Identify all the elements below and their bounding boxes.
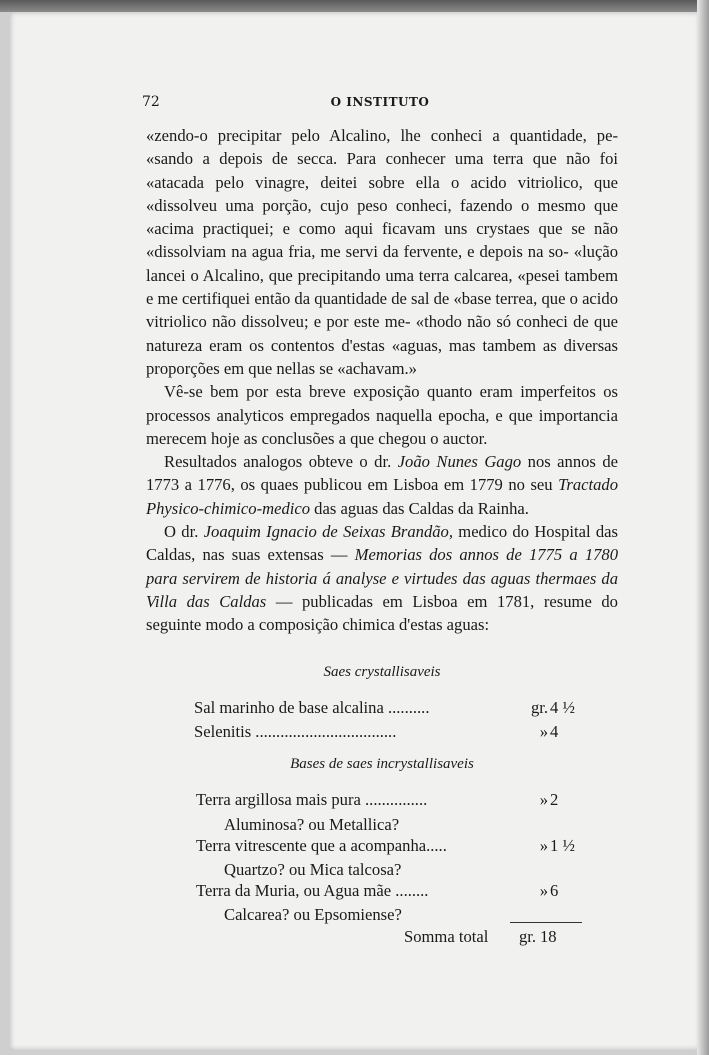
total-unit: gr. — [518, 927, 536, 946]
page-number: 72 — [142, 94, 160, 110]
paragraph-quote: «zendo-o precipitar pelo Alcalino, lhe conheci a quantidade, pe- «sando a depois de secca. Para conhecer uma terra que não foi «atacada pelo vinagre, deitei sobre ella o acido vitriolico, que «dissolveu uma porção, cujo peso conheci, fazendo o mesmo que «acima practiquei; e como aqui ficavam uns crystaes que se não «dissolviam na agua fria, me servi da fervente, e depois na so- «lução lancei o Alcalino, que precipitando uma terra calcarea, «pesei tambem e me certifiquei então da quantidade de sal de «base terrea, que o acido vitriolico não dissolveu; e por este me- «thodo não só conheci de que natureza eram os contentos d'estas «aguas, mas tambem as diversas proporções em que nellas se «achavam.» — [146, 126, 618, 378]
row-value: 4 ½ — [550, 698, 575, 717]
scan-top-edge — [0, 0, 709, 12]
row-note: Calcarea? ou Epsomiense? — [224, 905, 402, 924]
row-value: 2 — [550, 790, 559, 809]
row-label: Selenitis .................................. — [194, 722, 397, 741]
row-value: 4 — [550, 722, 559, 741]
author-name: João Nunes Gago — [397, 452, 522, 472]
row-note: Quartzo? ou Mica talcosa? — [224, 860, 402, 879]
work-title: Tractado Physico-chimico-medico — [146, 475, 618, 518]
running-title: O INSTITUTO — [330, 95, 430, 109]
row-value: 6 — [550, 881, 559, 900]
body-text — [146, 124, 618, 637]
section-title-crystallisable: Saes crystallisaveis — [323, 664, 441, 680]
text-run: medico do Hospital das Caldas, nas suas extensas — — [146, 522, 618, 565]
paragraph-gago — [146, 450, 618, 520]
sum-rule — [510, 922, 582, 923]
row-unit: » — [539, 790, 548, 809]
work-title: Memorias dos annos de 1775 a 1780 para servirem de historia á analyse e virtudes das aguas thermaes da Villa das Caldas — [146, 545, 619, 611]
row-unit: » — [539, 836, 548, 855]
page-header — [142, 94, 618, 114]
total-value: 18 — [540, 927, 557, 946]
row-value: 1 ½ — [550, 836, 575, 855]
paragraph-commentary: Vê-se bem por esta breve exposição quanto eram imperfeitos os processos analyticos empregados naquella epocha, e que importancia merecem hoje as conclusões a que chegou o auctor. — [146, 382, 618, 448]
scan-right-edge — [697, 0, 709, 1055]
total-label: Somma total — [404, 927, 489, 946]
text-run: nos annos de 1773 a 1776, os quaes publicou em Lisboa em 1779 no seu — [146, 452, 618, 495]
text-run: — publicadas em Lisboa em 1781, resume do seguinte modo a composição chimica d'estas aguas: — [146, 591, 618, 635]
row-label: Terra da Muria, ou Agua mãe ........ — [196, 881, 429, 900]
text-run: Resultados analogos obteve o dr. — [164, 452, 398, 472]
paragraph-brandao — [146, 520, 618, 636]
row-unit: gr. — [530, 698, 548, 717]
row-label: Terra argillosa mais pura ............... — [196, 790, 428, 809]
row-unit: » — [539, 881, 548, 900]
row-label: Terra vitrescente que a acompanha..... — [196, 836, 447, 855]
row-note: Aluminosa? ou Metallica? — [224, 815, 400, 834]
text-run: das aguas das Caldas da Rainha. — [310, 498, 529, 518]
author-name: Joaquim Ignacio de Seixas Brandão, — [203, 522, 453, 542]
section-title-incrystallisable: Bases de saes incrystallisaveis — [290, 756, 474, 772]
row-unit: » — [539, 722, 548, 741]
row-label: Sal marinho de base alcalina .......... — [194, 698, 430, 717]
text-run: O dr. — [164, 522, 204, 542]
